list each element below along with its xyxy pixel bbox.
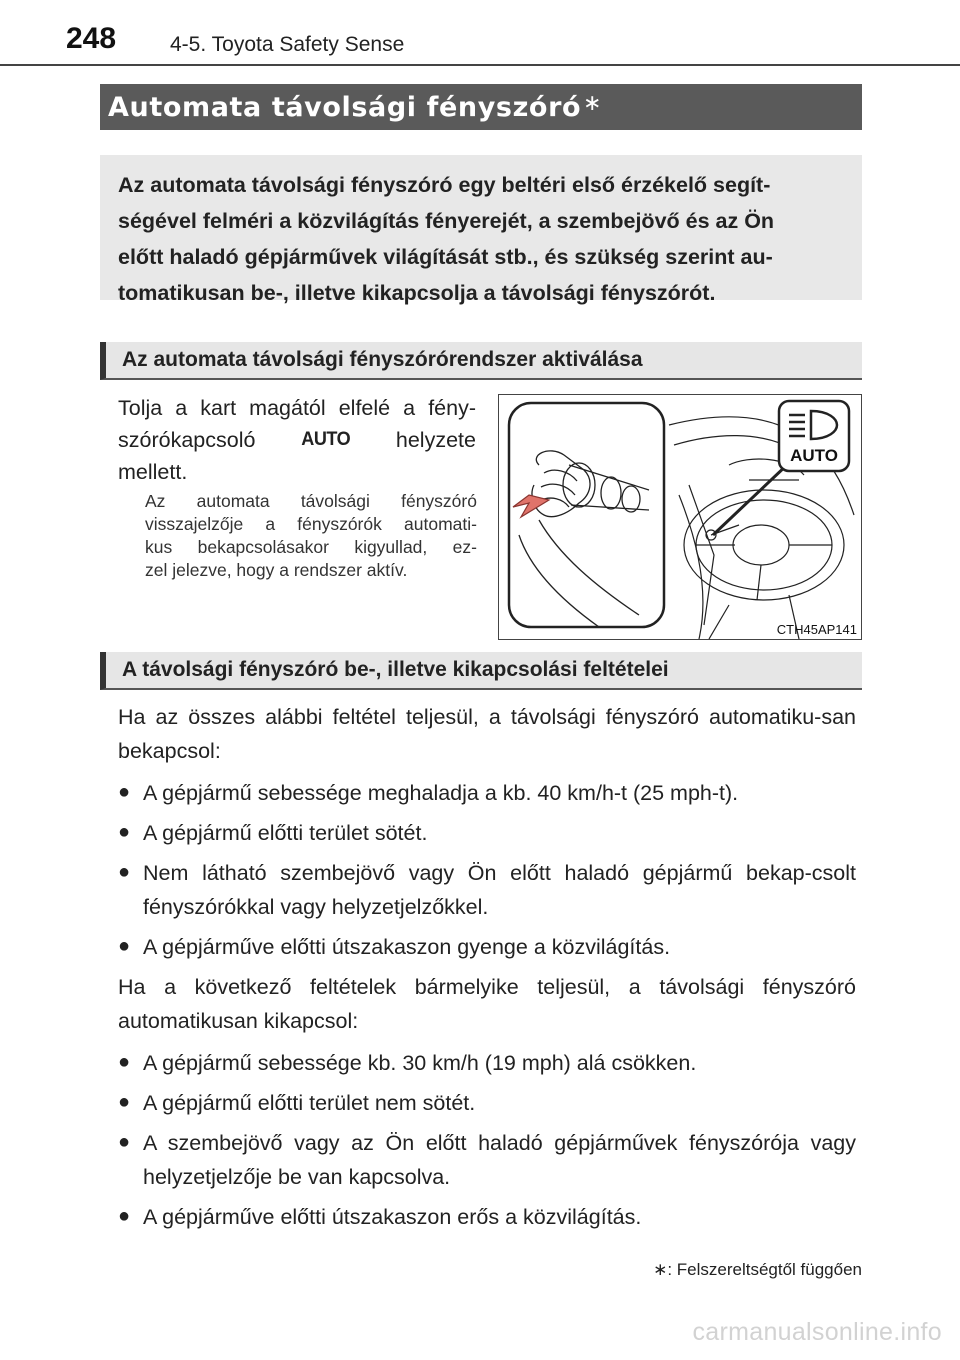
instruction-line-2 [118,424,476,456]
page-title-text: Automata távolsági fényszóró [108,91,582,123]
figure-auto-label: AUTO [790,446,838,465]
instruction-line-1 [118,392,476,424]
bullet-icon: ● [118,1131,131,1153]
headlight-switch-illustration [498,394,862,640]
list-item [118,1200,856,1234]
list-item-text: A gépjárműve előtti útszakaszon gyenge a közvilágítás. [143,935,671,959]
word: fényszóró [401,491,477,511]
intro-line: tomatikusan be-, illetve kikapcsolja a távolsági fényszórót. [118,281,716,305]
word: helyzete [395,428,476,452]
section-label: 4-5. Toyota Safety Sense [170,33,405,56]
intro-line: ségével felméri a közvilágítás fényerejét, a szembejövő és az Ön [118,209,775,233]
activation-instruction [118,392,476,488]
header-divider [0,64,960,66]
list-item [118,816,856,850]
list-item-text: A gépjármű sebessége kb. 30 km/h (19 mph) alá csökken. [143,1051,697,1075]
word: ez- [452,537,477,557]
bullet-icon: ● [118,1205,131,1227]
indicator-note [145,490,477,582]
footnote-text: : Felszereltségtől függően [667,1260,862,1279]
list-item-text: A gépjármű előtti terület sötét. [143,821,428,845]
watermark: carmanualsonline.info [692,1318,942,1346]
word: elfelé [338,396,391,420]
note-line [145,513,477,536]
intro-line: Az automata távolsági fényszóró egy beltéri első érzékelő segít- [118,173,771,197]
word: a [265,514,276,534]
illustration-drawing [499,395,861,639]
word: kus [145,537,173,557]
list-item-text: A szembejövő vagy az Ön előtt haladó gépjárművek fényszórója vagy helyzetjelzője be van kapcsolva. [143,1131,856,1189]
bullet-icon: ● [118,821,131,843]
page-number: 248 [66,22,117,55]
page-title [100,84,862,130]
bullet-icon: ● [118,781,131,803]
word: kigyullad, [354,537,428,557]
note-line [145,536,477,559]
list-item [118,856,856,924]
bullet-icon: ● [118,1091,131,1113]
word: visszajelzője [145,514,244,534]
activation-heading: Az automata távolsági fényszórórendszer aktiválása [100,342,862,380]
optional-equipment-mark: ∗ [583,90,603,116]
word: Az [145,491,166,511]
footnote [653,1260,862,1280]
list-item [118,1126,856,1194]
instruction-line-3: mellett. [118,460,188,484]
list-item-text: A gépjármű előtti terület nem sötét. [143,1091,476,1115]
intro-line: előtt haladó gépjárművek világítását stb., és szükség szerint au- [118,245,773,269]
note-line: zel jelezve, hogy a rendszer aktív. [145,560,408,580]
footnote-mark: ∗ [653,1260,668,1279]
word: szórókapcsoló [118,428,256,452]
word: a [403,396,416,420]
list-item [118,1046,856,1080]
conditions-body [118,700,856,1240]
bullet-icon: ● [118,935,131,957]
word: automati- [404,514,477,534]
list-item-text: A gépjárműve előtti útszakaszon erős a közvilágítás. [143,1205,642,1229]
note-line [145,490,477,513]
word: távolsági [300,491,370,511]
bullet-icon: ● [118,861,131,883]
word: bekapcsolásakor [197,537,329,557]
word: Tolja [118,396,163,420]
intro-summary-box [100,155,862,305]
word: kart [200,396,237,420]
word: fény- [428,396,476,420]
bullet-icon: ● [118,1051,131,1073]
word: magától [249,396,326,420]
on-conditions-intro: Ha az összes alábbi feltétel teljesül, a távolsági fényszóró automatiku-san bekapcsol: [118,705,856,763]
word: automata [196,491,270,511]
figure-code: CTH45AP141 [776,622,857,637]
list-item [118,1086,856,1120]
list-item-text: A gépjármű sebessége meghaladja a kb. 40 km/h-t (25 mph-t). [143,781,739,805]
off-conditions-intro: Ha a következő feltételek bármelyike teljesül, a távolsági fényszóró automatikusan kikapcsol: [118,975,856,1033]
word: fényszórók [297,514,382,534]
list-item [118,776,856,810]
word: a [175,396,188,420]
auto-symbol-icon: AUTO [301,429,351,450]
list-item-text: Nem látható szembejövő vagy Ön előtt haladó gépjármű bekap-csolt fényszórókkal vagy helyzetjelzőkkel. [143,861,856,919]
list-item [118,930,856,964]
conditions-heading: A távolsági fényszóró be-, illetve kikapcsolási feltételei [100,652,862,690]
